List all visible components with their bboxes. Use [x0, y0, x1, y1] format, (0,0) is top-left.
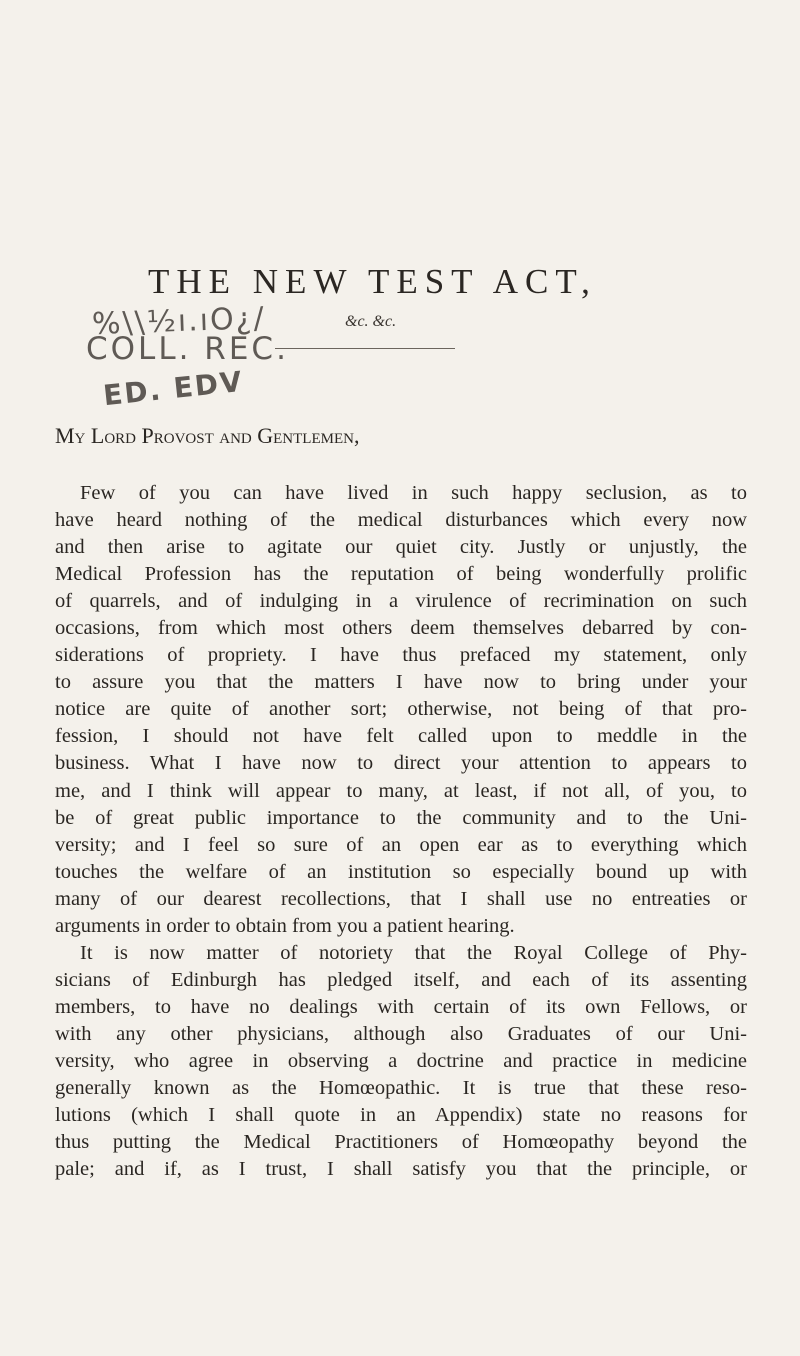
document-title: THE NEW TEST ACT,: [148, 262, 597, 301]
text-line: lutions (which I shall quote in an Appendix) state no reasons for: [55, 1104, 747, 1127]
text-line: thus putting the Medical Practitioners of Homœopathy beyond the: [55, 1131, 747, 1154]
etc-mark: &c. &c.: [345, 313, 397, 330]
library-stamp-3: [102, 365, 245, 413]
text-line: many of our dearest recollections, that I shall use no entreaties or: [55, 887, 747, 910]
text-line: occasions, from which most others deem themselves debarred by con-: [55, 617, 747, 640]
library-stamp-line: COLL. REC.: [86, 331, 289, 367]
text-line: Medical Profession has the reputation of being wonderfully prolific: [55, 563, 747, 586]
library-stamp-line: %\\½ı.ıO¿/: [91, 300, 267, 343]
text-line: siderations of propriety. I have thus prefaced my statement, only: [55, 644, 747, 667]
text-line: generally known as the Homœopathic. It is true that these reso-: [55, 1077, 747, 1100]
text-line: of quarrels, and of indulging in a virulence of recrimination on such: [55, 590, 747, 613]
body-text: [55, 480, 747, 1183]
text-line: fession, I should not have felt called upon to meddle in the: [55, 725, 747, 748]
text-line: notice are quite of another sort; otherwise, not being of that pro-: [55, 698, 747, 721]
text-line: members, to have no dealings with certain of its own Fellows, or: [55, 995, 747, 1018]
title-rule: [275, 348, 455, 349]
text-line: and then arise to agitate our quiet city. Justly or unjustly, the: [55, 536, 747, 559]
text-line: Few of you can have lived in such happy seclusion, as to: [80, 482, 747, 504]
salutation: My Lord Provost and Gentlemen,: [55, 423, 360, 448]
text-line: sicians of Edinburgh has pledged itself, and each of its assenting: [55, 968, 747, 991]
text-line: It is now matter of notoriety that the Royal College of Phy-: [80, 941, 747, 964]
text-line: touches the welfare of an institution so especially bound up with: [55, 860, 747, 883]
text-line: have heard nothing of the medical disturbances which every now: [55, 509, 747, 532]
text-line: with any other physicians, although also Graduates of our Uni-: [55, 1022, 747, 1045]
text-line: versity, who agree in observing a doctrine and practice in medicine: [55, 1049, 747, 1072]
text-line: to assure you that the matters I have now to bring under your: [55, 671, 747, 694]
text-line: me, and I think will appear to many, at least, if not all, of you, to: [55, 779, 747, 802]
library-stamp-line: ED. EDV: [101, 364, 246, 413]
library-stamp-2: [86, 331, 289, 367]
text-line: arguments in order to obtain from you a patient hearing.: [55, 914, 515, 937]
text-line: versity; and I feel so sure of an open ear as to everything which: [55, 833, 747, 856]
text-line: pale; and if, as I trust, I shall satisfy you that the principle, or: [55, 1158, 747, 1181]
text-line: business. What I have now to direct your attention to appears to: [55, 752, 747, 775]
text-line: be of great public importance to the community and to the Uni-: [55, 806, 747, 829]
